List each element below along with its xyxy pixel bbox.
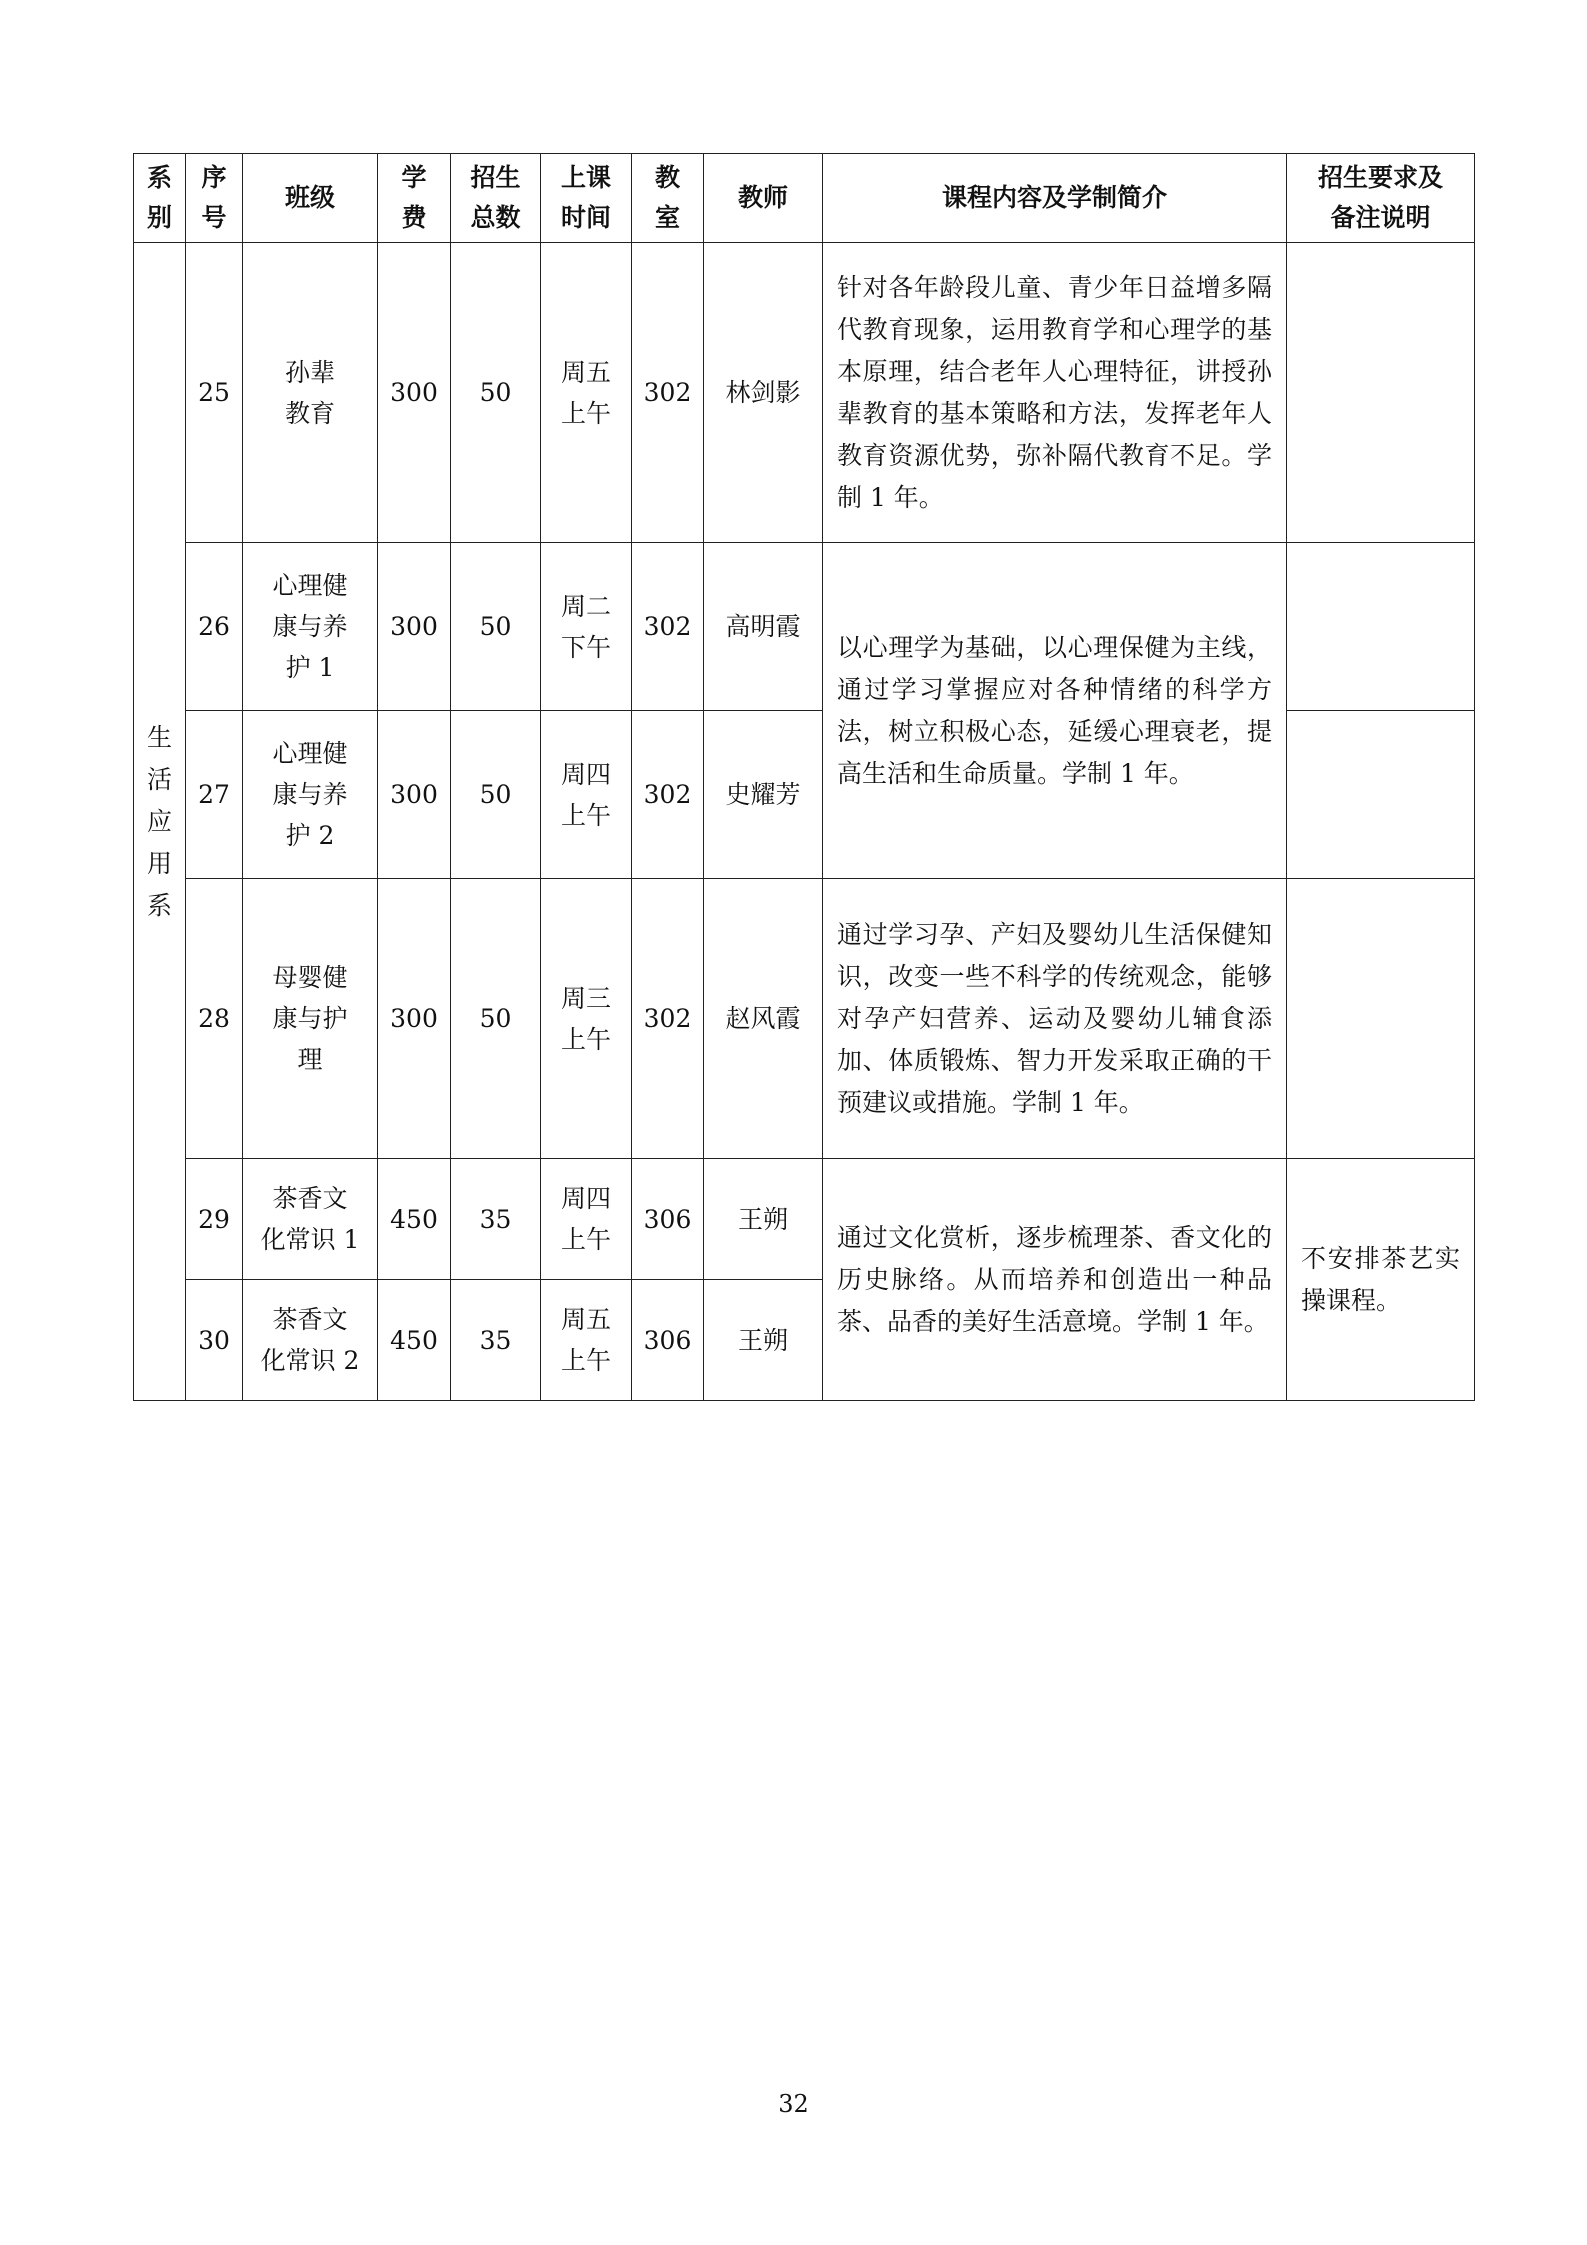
header-enroll: 招生 总数 (451, 154, 541, 243)
department-cell: 生 活 应 用 系 (134, 243, 186, 1401)
time-cell: 周二 下午 (541, 543, 632, 711)
fee-cell: 300 (378, 879, 451, 1159)
header-class: 班级 (243, 154, 378, 243)
class-cell: 茶香文 化常识 1 (243, 1159, 378, 1280)
room-cell: 302 (632, 243, 704, 543)
intro-cell: 通过学习孕、产妇及婴幼儿生活保健知识，改变一些不科学的传统观念，能够对孕产妇营养、运动及婴幼儿辅食添加、体质锻炼、智力开发采取正确的干预建议或措施。学制 1 年。 (823, 879, 1287, 1159)
header-room: 教 室 (632, 154, 704, 243)
table-row (134, 879, 1475, 1159)
room-cell: 302 (632, 879, 704, 1159)
header-row (134, 154, 1475, 243)
header-fee: 学 费 (378, 154, 451, 243)
time-cell: 周五 上午 (541, 243, 632, 543)
page-number: 32 (778, 2090, 809, 2118)
teacher-cell: 高明霞 (704, 543, 823, 711)
enroll-cell: 50 (451, 543, 541, 711)
enroll-cell: 50 (451, 711, 541, 879)
enroll-cell: 50 (451, 879, 541, 1159)
class-cell: 心理健 康与养 护 2 (243, 711, 378, 879)
notes-cell (1287, 879, 1475, 1159)
class-cell: 孙辈 教育 (243, 243, 378, 543)
time-cell: 周五 上午 (541, 1280, 632, 1401)
seq-cell: 27 (186, 711, 243, 879)
fee-cell: 300 (378, 711, 451, 879)
intro-cell: 通过文化赏析，逐步梳理茶、香文化的历史脉络。从而培养和创造出一种品茶、品香的美好生活意境。学制 1 年。 (823, 1159, 1287, 1401)
time-cell: 周四 上午 (541, 1159, 632, 1280)
notes-cell: 不安排茶艺实操课程。 (1287, 1159, 1475, 1401)
room-cell: 306 (632, 1159, 704, 1280)
enroll-cell: 35 (451, 1280, 541, 1401)
header-seq: 序 号 (186, 154, 243, 243)
notes-cell (1287, 243, 1475, 543)
teacher-cell: 史耀芳 (704, 711, 823, 879)
intro-cell: 以心理学为基础，以心理保健为主线，通过学习掌握应对各种情绪的科学方法，树立积极心态，延缓心理衰老，提高生活和生命质量。学制 1 年。 (823, 543, 1287, 879)
seq-cell: 26 (186, 543, 243, 711)
header-notes: 招生要求及 备注说明 (1287, 154, 1475, 243)
class-cell: 心理健 康与养 护 1 (243, 543, 378, 711)
room-cell: 306 (632, 1280, 704, 1401)
teacher-cell: 王朔 (704, 1159, 823, 1280)
seq-cell: 25 (186, 243, 243, 543)
notes-cell (1287, 543, 1475, 711)
seq-cell: 28 (186, 879, 243, 1159)
teacher-cell: 赵风霞 (704, 879, 823, 1159)
room-cell: 302 (632, 543, 704, 711)
seq-cell: 29 (186, 1159, 243, 1280)
course-table (133, 153, 1475, 1401)
intro-cell: 针对各年龄段儿童、青少年日益增多隔代教育现象，运用教育学和心理学的基本原理，结合老年人心理特征，讲授孙辈教育的基本策略和方法，发挥老年人教育资源优势，弥补隔代教育不足。学制 1 年。 (823, 243, 1287, 543)
fee-cell: 300 (378, 543, 451, 711)
header-dept: 系 别 (134, 154, 186, 243)
table-row (134, 243, 1475, 543)
enroll-cell: 35 (451, 1159, 541, 1280)
fee-cell: 300 (378, 243, 451, 543)
table-row (134, 543, 1475, 711)
enroll-cell: 50 (451, 243, 541, 543)
seq-cell: 30 (186, 1280, 243, 1401)
time-cell: 周四 上午 (541, 711, 632, 879)
time-cell: 周三 上午 (541, 879, 632, 1159)
header-teacher: 教师 (704, 154, 823, 243)
notes-cell (1287, 711, 1475, 879)
table-row (134, 1159, 1475, 1280)
class-cell: 母婴健 康与护 理 (243, 879, 378, 1159)
teacher-cell: 林剑影 (704, 243, 823, 543)
room-cell: 302 (632, 711, 704, 879)
header-time: 上课 时间 (541, 154, 632, 243)
teacher-cell: 王朔 (704, 1280, 823, 1401)
fee-cell: 450 (378, 1280, 451, 1401)
fee-cell: 450 (378, 1159, 451, 1280)
header-intro: 课程内容及学制简介 (823, 154, 1287, 243)
class-cell: 茶香文 化常识 2 (243, 1280, 378, 1401)
